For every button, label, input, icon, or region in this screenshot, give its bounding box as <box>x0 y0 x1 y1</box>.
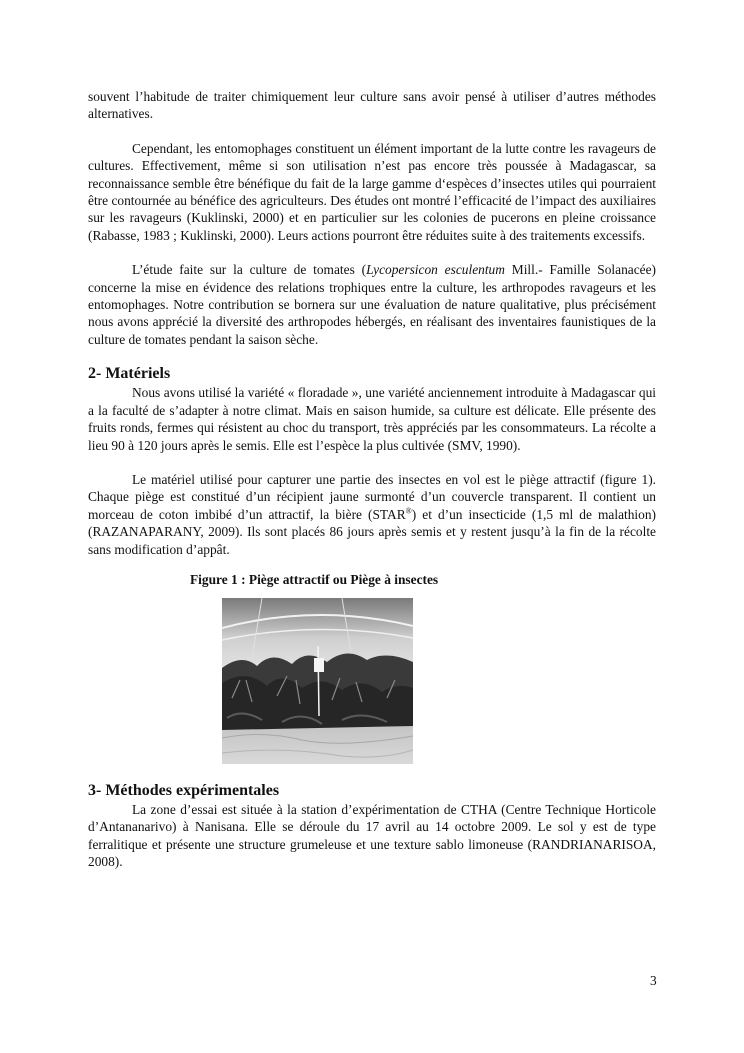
page-number: 3 <box>650 973 657 988</box>
intro-continuation: souvent l’habitude de traiter chimiquement leur culture sans avoir pensé à utiliser d’autres méthodes alternatives. <box>88 89 656 122</box>
paragraph-variety: Nous avons utilisé la variété « floradade », une variété anciennement introduite à Madagascar qui a la faculté de s’adapter à notre climat. Mais en saison humide, sa culture est délicate. Elle présente des fruits ronds, fermes qui résistent au choc du transport, très appréciés par les consommateurs. La récolte a lieu 90 à 120 jours après le semis. Elle est l’espèce la plus cultivée (SMV, 1990). <box>88 385 656 453</box>
study-text-before: L’étude faite sur la culture de tomates ( <box>132 262 367 278</box>
figure-photo-insect-trap <box>222 598 413 764</box>
document-page <box>88 88 656 871</box>
section-heading-materiels: 2- Matériels <box>88 365 171 383</box>
section-heading-methodes: 3- Méthodes expérimentales <box>88 781 280 799</box>
figure-caption: Figure 1 : Piège attractif ou Piège à insectes <box>190 571 439 587</box>
study-text-after: Mill.- Famille Solanacée) concerne la mise en évidence des relations trophiques entre la culture, les arthropodes ravageurs et les entomophages. Notre contribution se bornera sur une évaluation de nature qualitative, plus précisément nous avons apprécié la diversité des arthropodes hébergés, en réalisant des inventaires faunistiques de la culture de tomates pendant la saison sèche. <box>88 262 656 347</box>
trap-text-before: Le matériel utilisé pour capturer une partie des insectes en vol est le piège attractif (figure 1). Chaque piège est constitué d’un récipient jaune surmonté d’un couvercle transparent. Il contient un morceau de coton imbibé d’un attractif, la bière (STAR <box>88 471 656 522</box>
registered-mark: ® <box>405 506 412 516</box>
paragraph-entomophages: Cependant, les entomophages constituent un élément important de la lutte contre les ravageurs de cultures. Effectivement, même si son utilisation n’est pas encore très poussée à Madagascar, sa reconnaissance semble être bénéfique du fait de la large gamme d‘espèces d’insectes utiles qui pourraient être contournée au bénéfice des agriculteurs. Des études ont montré l’efficacité de l’impact des auxiliaires sur les ravageurs (Kuklinski, 2000) et en particulier sur les colonies de pucerons en pleine croissance (Rabasse, 1983 ; Kuklinski, 2000). Leurs actions pourront être réduites suite à des traitements excessifs. <box>88 140 656 243</box>
paragraph-trap <box>88 471 656 558</box>
species-name: Lycopersicon esculentum <box>366 262 505 278</box>
trap-photo-illustration <box>222 598 413 764</box>
paragraph-site: La zone d’essai est située à la station d’expérimentation de CTHA (Centre Technique Horticole d’Antananarivo) à Nanisana. Elle se déroule du 17 avril au 14 octobre 2009. Le sol y est de type ferralitique et présente une structure grumeleuse et une texture sablo limoneuse (RANDRIANARISOA, 2008). <box>88 801 656 870</box>
paragraph-study <box>88 261 656 348</box>
trap-text-after: ) et d’un insecticide (1,5 ml de malathion) (RAZANAPARANY, 2009). Ils sont placés 86 jours après semis et y restent jusqu’à la fin de la récolte sans modification d’appât. <box>88 506 656 557</box>
